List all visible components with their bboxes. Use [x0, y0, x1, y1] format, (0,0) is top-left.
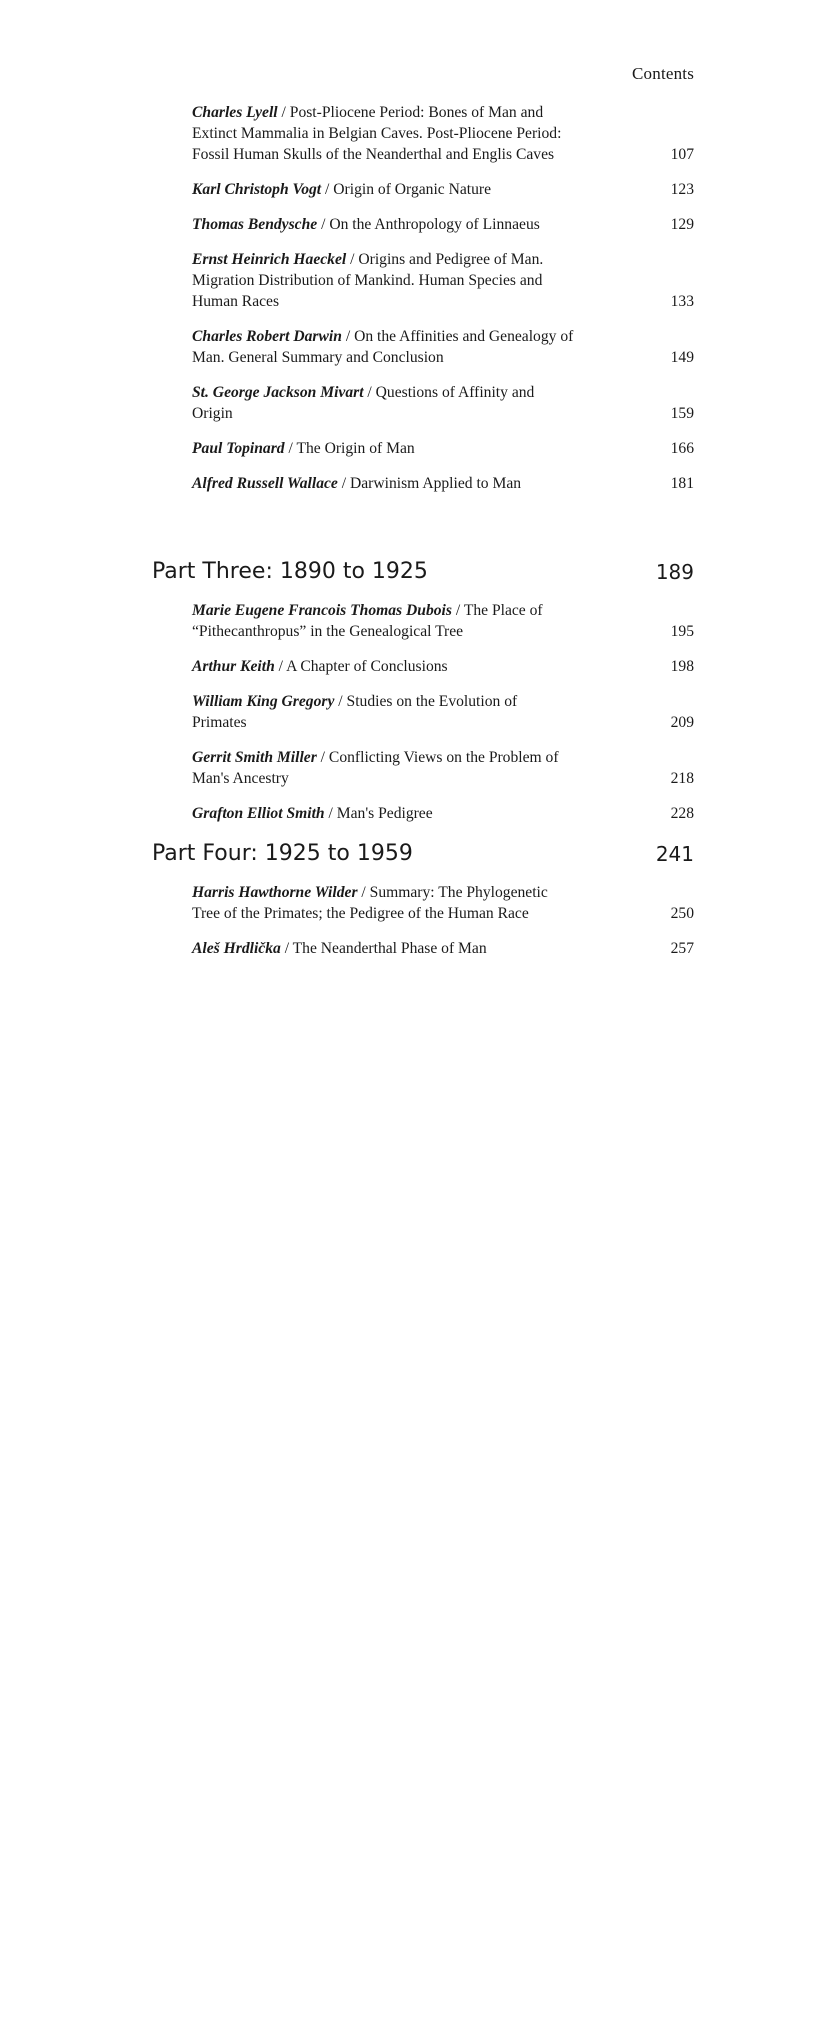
toc-entry-title: Studies on the Evolution of Primates	[192, 693, 518, 731]
toc-entry-page: 159	[670, 405, 694, 422]
part-four-page: 241	[655, 842, 694, 866]
toc-section-part-four	[0, 840, 840, 959]
part-four-entries	[0, 882, 840, 959]
toc-entry-title: The Neanderthal Phase of Man	[292, 940, 487, 957]
toc-entry-page: 218	[670, 770, 694, 787]
toc-entry-page: 107	[670, 146, 694, 163]
toc-entry-author: Marie Eugene Francois Thomas Dubois	[192, 602, 452, 619]
toc-entry	[192, 691, 694, 733]
toc-entry-title: Darwinism Applied to Man	[349, 475, 522, 492]
toc-entry-separator: /	[451, 602, 464, 619]
toc-entry-page: 133	[670, 293, 694, 310]
toc-entry-separator: /	[284, 440, 297, 457]
toc-entry-author: Paul Topinard	[192, 440, 285, 457]
toc-entry	[192, 473, 694, 494]
toc-entry-author: St. George Jackson Mivart	[192, 384, 364, 401]
toc-entry-separator: /	[363, 384, 376, 401]
part-four-title: Part Four: 1925 to 1959	[152, 841, 413, 866]
toc-entry-author: Grafton Elliot Smith	[192, 805, 325, 822]
toc-entry-title: Origin of Organic Nature	[333, 181, 492, 198]
toc-entry-separator: /	[357, 884, 370, 901]
toc-entry-title: Post-Pliocene Period: Bones of Man and Extinct Mammalia in Belgian Caves. Post-Pliocene Period: Fossil Human Skulls of the Neanderthal and Englis Caves	[192, 104, 562, 163]
toc-entry-title: Conflicting Views on the Problem of Man's Ancestry	[192, 749, 559, 787]
toc-entry-page: 228	[670, 805, 694, 822]
toc-entry-author: Ernst Heinrich Haeckel	[192, 251, 347, 268]
toc-entry-page: 198	[670, 658, 694, 675]
toc-entry	[192, 803, 694, 824]
toc-entry-text	[192, 179, 574, 200]
toc-entry-text	[192, 214, 574, 235]
toc-entry	[192, 600, 694, 642]
toc-entry-separator: /	[334, 693, 347, 710]
toc-entry-author: Charles Lyell	[192, 104, 278, 121]
toc-entry-separator: /	[321, 181, 334, 198]
toc-entry-author: Karl Christoph Vogt	[192, 181, 322, 198]
toc-entry-author: Thomas Bendysche	[192, 216, 318, 233]
part-four-heading	[152, 840, 694, 868]
toc-entry-text	[192, 326, 574, 368]
toc-entry-separator: /	[337, 475, 350, 492]
toc-entry-page: 250	[670, 905, 694, 922]
toc-entry	[192, 938, 694, 959]
toc-entry-text	[192, 803, 574, 824]
toc-entry-title: Summary: The Phylogenetic Tree of the Primates; the Pedigree of the Human Race	[192, 884, 548, 922]
toc-entry	[192, 249, 694, 312]
toc-entry	[192, 102, 694, 165]
toc-entry	[192, 656, 694, 677]
toc-section-part-three	[0, 558, 840, 824]
toc-entry-page: 181	[670, 475, 694, 492]
toc-entry-separator: /	[280, 940, 293, 957]
toc-entry-page: 166	[670, 440, 694, 457]
toc-section-part-two-continued	[0, 102, 840, 494]
toc-entry-text	[192, 438, 574, 459]
toc-entry-text	[192, 249, 574, 312]
toc-entry-page: 195	[670, 623, 694, 640]
toc-entry-text	[192, 691, 574, 733]
toc-entry-author: Aleš Hrdlička	[192, 940, 281, 957]
toc-entry	[192, 747, 694, 789]
running-head: Contents	[632, 64, 695, 83]
toc-entry-text	[192, 382, 574, 424]
part-three-title: Part Three: 1890 to 1925	[152, 559, 428, 584]
toc-entry-separator: /	[346, 251, 359, 268]
part-three-entries	[0, 600, 840, 824]
toc-entry-title: A Chapter of Conclusions	[286, 658, 448, 675]
toc-entry	[192, 214, 694, 235]
toc-entry-page: 209	[670, 714, 694, 731]
toc-entry-author: Alfred Russell Wallace	[192, 475, 338, 492]
toc-entry	[192, 179, 694, 200]
toc-entry-text	[192, 102, 574, 165]
part-three-page: 189	[655, 560, 694, 584]
part-three-heading	[152, 558, 694, 586]
toc-entry-separator: /	[317, 216, 330, 233]
toc-entry-page: 129	[670, 216, 694, 233]
toc-entry-separator: /	[341, 328, 355, 345]
toc-entry-author: Gerrit Smith Miller	[192, 749, 317, 766]
toc-entry-title: The Origin of Man	[296, 440, 415, 457]
toc-entry-page: 123	[670, 181, 694, 198]
toc-entry-title: Questions of Affinity and Origin	[192, 384, 535, 422]
toc-entry	[192, 382, 694, 424]
toc-entry-title: The Place of “Pithecanthropus” in the Genealogical Tree	[192, 602, 543, 640]
toc-entry-text	[192, 656, 574, 677]
toc-entry-page: 257	[670, 940, 694, 957]
toc-entry	[192, 326, 694, 368]
toc-entry-separator: /	[316, 749, 329, 766]
toc-entry-separator: /	[277, 104, 290, 121]
toc-entry-title: On the Affinities and Genealogy of Man. General Summary and Conclusion	[192, 328, 574, 366]
toc-entry	[192, 882, 694, 924]
toc-entry-author: Harris Hawthorne Wilder	[192, 884, 358, 901]
toc-entry-author: Charles Robert Darwin	[192, 328, 342, 345]
toc-entry	[192, 438, 694, 459]
toc-entry-text	[192, 938, 574, 959]
toc-entry-text	[192, 747, 574, 789]
toc-entry-text	[192, 600, 574, 642]
toc-entry-title: On the Anthropology of Linnaeus	[329, 216, 540, 233]
toc-entry-title: Origins and Pedigree of Man. Migration Distribution of Mankind. Human Species and Human Races	[192, 251, 544, 310]
toc-entry-separator: /	[324, 805, 337, 822]
toc-entry-text	[192, 473, 574, 494]
toc-entry-page: 149	[670, 349, 694, 366]
toc-entry-author: William King Gregory	[192, 693, 335, 710]
toc-entry-separator: /	[274, 658, 287, 675]
toc-entry-title: Man's Pedigree	[336, 805, 433, 822]
toc-entry-author: Arthur Keith	[192, 658, 275, 675]
toc-entry-text	[192, 882, 574, 924]
